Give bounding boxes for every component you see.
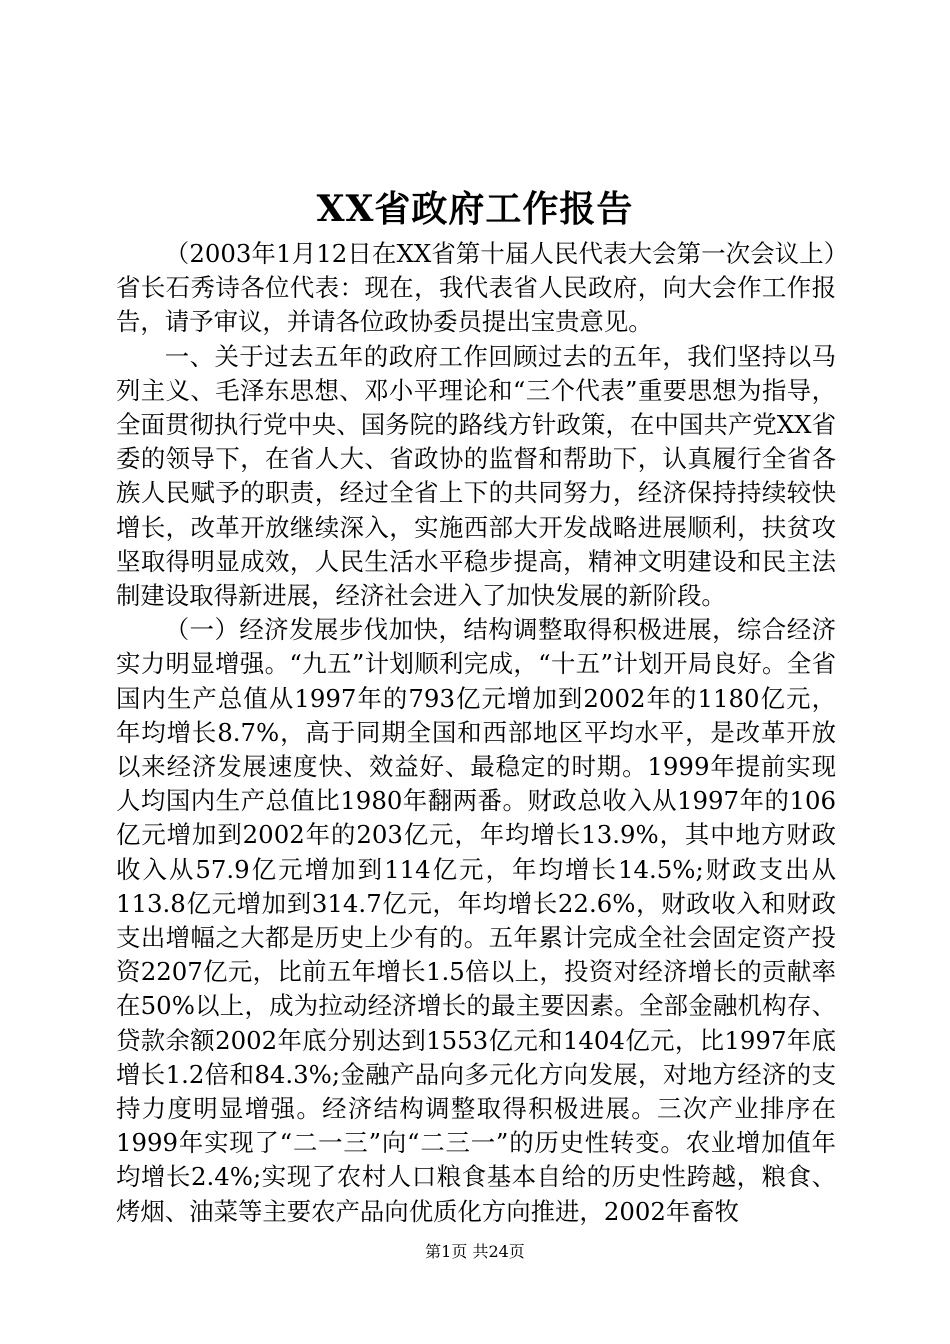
document-body	[116, 237, 836, 1229]
paragraph-intro: （2003年1月12日在XX省第十届人民代表大会第一次会议上）省长石秀诗各位代表：现在，我代表省人民政府，向大会作工作报告，请予审议，并请各位政协委员提出宝贵意见。	[116, 239, 836, 337]
document-title: XX省政府工作报告	[316, 188, 634, 230]
paragraph-economy: （一）经济发展步伐加快，结构调整取得积极进展，综合经济实力明显增强。“九五”计划顺利完成，“十五”计划开局良好。全省国内生产总值从1997年的793亿元增加到2002年的1180亿元，年均增长8.7%，高于同期全国和西部地区平均水平，是改革开放以来经济发展速度快、效益好、最稳定的时期。1999年提前实现人均国内生产总值比1980年翻两番。财政总收入从1997年的106亿元增加到2002年的203亿元，年均增长13.9%，其中地方财政收入从57.9亿元增加到114亿元，年均增长14.5%;财政支出从113.8亿元增加到314.7亿元，年均增长22.6%，财政收入和财政支出增幅之大都是历史上少有的。五年累计完成全社会固定资产投资2207亿元，比前五年增长1.5倍以上，投资对经济增长的贡献率在50%以上，成为拉动经济增长的最主要因素。全部金融机构存、贷款余额2002年底分别达到1553亿元和1404亿元，比1997年底增长1.2倍和84.3%;金融产品向多元化方向发展，对地方经济的支持力度明显增强。经济结构调整取得积极进展。三次产业排序在1999年实现了“二一三”向“二三一”的历史性转变。农业增加值年均增长2.4%;实现了农村人口粮食基本自给的历史性跨越，粮食、烤烟、油菜等主要农产品向优质化方向推进，2002年畜牧	[116, 615, 836, 1226]
page-number-footer: 第1页 共24页	[425, 1242, 525, 1261]
paragraph-section-one: 一、关于过去五年的政府工作回顾过去的五年，我们坚持以马列主义、毛泽东思想、邓小平理论和“三个代表”重要思想为指导，全面贯彻执行党中央、国务院的路线方针政策，在中国共产党XX省委的领导下，在省人大、省政协的监督和帮助下，认真履行全省各族人民赋予的职责，经过全省上下的共同努力，经济保持持续较快增长，改革开放继续深入，实施西部大开发战略进展顺利，扶贫攻坚取得明显成效，人民生活水平稳步提高，精神文明建设和民主法制建设取得新进展，经济社会进入了加快发展的新阶段。	[116, 341, 836, 611]
